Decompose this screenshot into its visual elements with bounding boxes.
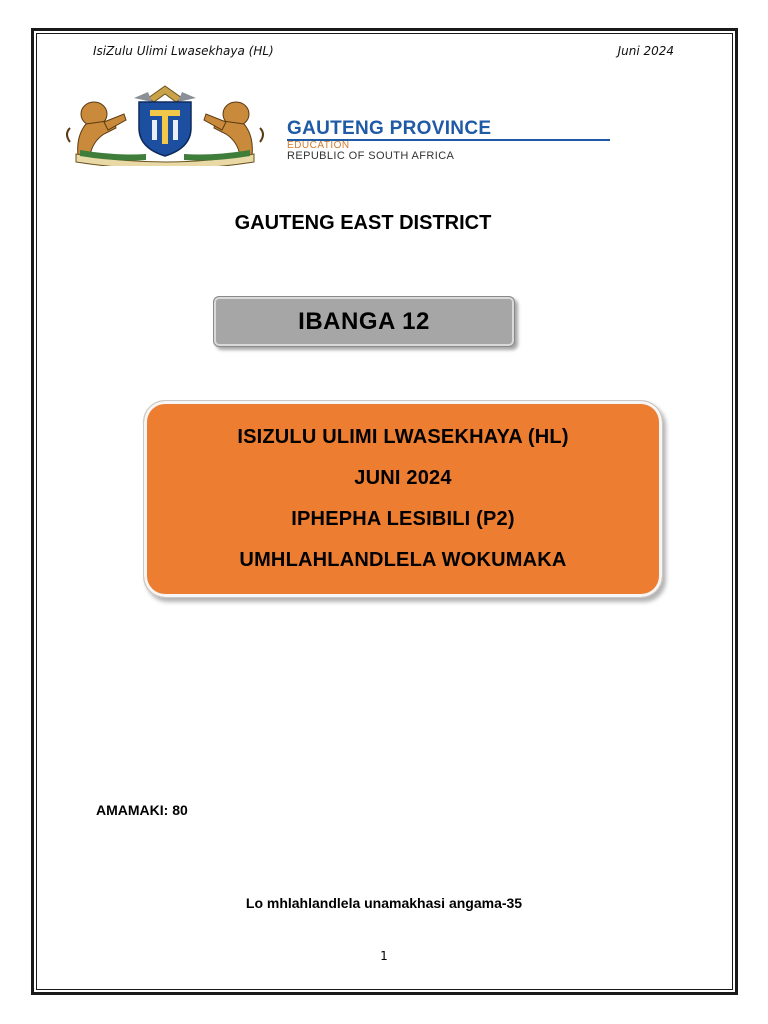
title-paper: IPHEPHA LESIBILI (P2) — [291, 508, 515, 530]
country-name: REPUBLIC OF SOUTH AFRICA — [287, 150, 455, 162]
header-date: Juni 2024 — [617, 44, 674, 58]
department-name: EDUCATION — [287, 140, 350, 151]
header-subject: IsiZulu Ulimi Lwasekhaya (HL) — [93, 44, 274, 58]
province-name: GAUTENG PROVINCE — [287, 118, 492, 139]
title-document-type: UMHLAHLANDLELA WOKUMAKA — [239, 549, 567, 571]
district-title: GAUTENG EAST DISTRICT — [234, 212, 492, 234]
page-count-note: Lo mhlahlandlela unamakhasi angama-35 — [245, 895, 523, 911]
total-marks: AMAMAKI: 80 — [96, 802, 188, 818]
title-subject: ISIZULU ULIMI LWASEKHAYA (HL) — [237, 426, 569, 448]
exam-title-box — [143, 400, 663, 598]
title-session: JUNI 2024 — [354, 467, 452, 489]
gauteng-logo — [56, 84, 616, 166]
coat-of-arms-icon — [56, 84, 274, 166]
grade-label: IBANGA 12 — [298, 307, 430, 335]
grade-box — [213, 296, 515, 347]
page-number: 1 — [380, 949, 388, 963]
